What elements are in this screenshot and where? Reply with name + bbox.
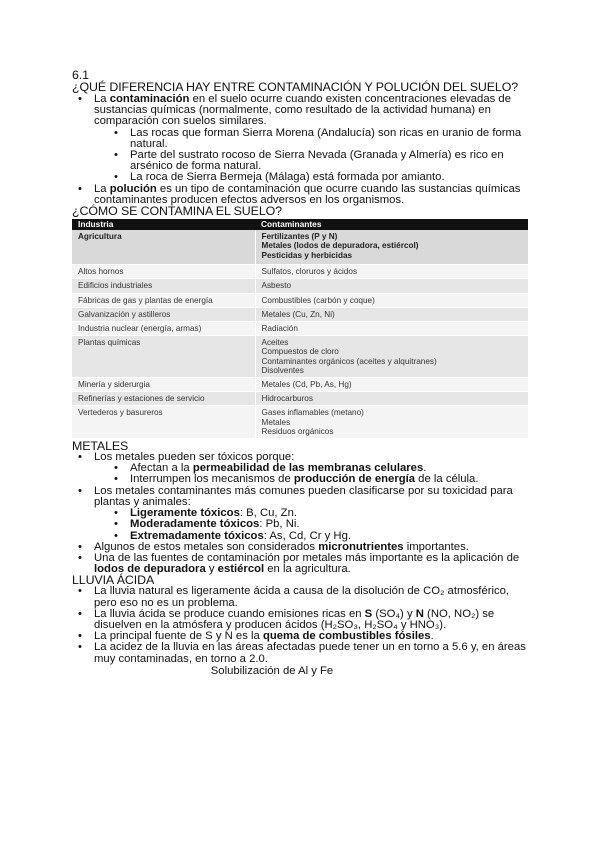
industry-cell: Agricultura <box>72 230 255 265</box>
heading-lluvia: LLUVIA ÁCIDA <box>72 573 155 588</box>
text: Algunos de estos metales son considerados <box>94 540 319 553</box>
industry-cell: Industria nuclear (energía, armas) <box>72 322 255 336</box>
pollutant: Fertilizantes (P y N) <box>261 232 338 242</box>
pollutant: Contaminantes orgánicos (aceites y alquitranes) <box>261 356 437 366</box>
section-number: 6.1 <box>72 68 89 82</box>
pollutant-cell <box>255 378 528 392</box>
pollutant-cell <box>255 392 528 406</box>
pollutant-cell <box>255 230 528 265</box>
table-header-row <box>72 219 528 230</box>
list-item <box>72 486 528 542</box>
document-page <box>72 70 528 677</box>
industry-cell: Edificios industriales <box>72 279 255 293</box>
pollutant: Compuestos de cloro <box>261 347 339 357</box>
table-row <box>72 336 528 378</box>
pollutant: Gases inflamables (metano) <box>261 408 364 418</box>
footer-subtitle: Solubilización de Al y Fe <box>210 664 334 677</box>
lluvia-list <box>72 586 528 664</box>
pollutant: Asbesto <box>261 281 292 291</box>
industry-cell: Altos hornos <box>72 265 255 279</box>
table-row <box>72 406 528 439</box>
text: en el suelo ocurre cuando existen concentraciones elevadas de sustancias químicas (normalmente, como resultado de la actividad humana) en comparación con suelos similares. <box>94 93 511 128</box>
table-row <box>72 307 528 321</box>
heading-how: ¿CÓMO SE CONTAMINA EL SUELO? <box>72 204 282 219</box>
pollutant-cell <box>255 406 528 439</box>
text: : Pb, Ni. <box>259 518 300 531</box>
bold-text: producción de energía <box>293 473 416 486</box>
metales-list <box>72 452 528 575</box>
table-row <box>72 293 528 307</box>
table-row <box>72 378 528 392</box>
text: Interrumpen los mecanismos de <box>130 473 294 486</box>
text: Una de las fuentes de contaminación por metales más importante es la aplicación de <box>94 551 520 564</box>
pollutant: Pesticidas y herbicidas <box>261 250 353 260</box>
pollutant: Aceites <box>261 338 289 348</box>
header-industria: Industria <box>72 219 255 230</box>
text: La acidez de la lluvia en las áreas afectadas puede tener un en torno a 5.6 y, en áreas muy contaminadas, en torno a 2.0. <box>94 641 526 665</box>
bold-text: Moderadamente tóxicos <box>130 518 260 531</box>
example-item: • Parte del sustrato rocoso de Sierra Nevada (Granada y Almería) es rico en arsénico de forma natural. <box>72 150 528 172</box>
text: es un tipo de contaminación que ocurre cuando las sustancias químicas contaminantes producen efectos adversos en los organismos. <box>94 182 521 206</box>
bold-text: micronutrientes <box>318 540 404 553</box>
example-item: • Las rocas que forman Sierra Morena (Andalucía) son ricas en uranio de forma natural. <box>72 128 528 150</box>
heading-metales: METALES <box>72 439 129 454</box>
pollutant-cell <box>255 322 528 336</box>
pollutant: Metales (Cu, Zn, Ni) <box>261 309 335 319</box>
table-row <box>72 392 528 406</box>
bold-text: Ligeramente tóxicos <box>130 507 240 520</box>
text: La <box>94 182 110 195</box>
table-row <box>72 279 528 293</box>
bold-text: N <box>415 607 424 620</box>
pollutant-cell <box>255 265 528 279</box>
text: La principal fuente de S y N es la <box>94 630 263 643</box>
pollutant: Sulfatos, cloruros y ácidos <box>261 267 358 277</box>
pollutant-cell <box>255 279 528 293</box>
list-item <box>72 609 528 631</box>
pollutant: Combustibles (carbón y coque) <box>261 295 375 305</box>
text: . <box>423 462 427 475</box>
pollutant: Metales (Cd, Pb, As, Hg) <box>261 380 352 390</box>
polucion-item <box>72 184 528 206</box>
text: de la célula. <box>415 473 479 486</box>
pollutant-cell <box>255 307 528 321</box>
toxicity-list <box>72 508 528 542</box>
text: La lluvia ácida se produce cuando emisiones ricas en <box>94 607 365 620</box>
pollutant-cell <box>255 336 528 378</box>
pollutant: Disolventes <box>261 365 304 375</box>
reasons-list <box>72 463 528 485</box>
text: : B, Cu, Zn. <box>239 507 298 520</box>
text: (NO, NO₂) se disuelven en la atmósfera y producen ácidos (H₂SO₃, H₂SO₄ y HNO₃). <box>94 607 495 631</box>
pollutant: Metales (lodos de depuradora, estiércol) <box>261 241 419 251</box>
pollutant: Metales <box>261 417 291 427</box>
industry-cell: Minería y siderurgia <box>72 378 255 392</box>
industry-cell: Plantas químicas <box>72 336 255 378</box>
pollutant-cell <box>255 293 528 307</box>
text: . <box>430 630 434 643</box>
list-item <box>72 553 528 575</box>
contaminacion-item <box>72 94 528 184</box>
industry-pollutant-table <box>72 219 528 439</box>
industry-cell: Refinerías y estaciones de servicio <box>72 392 255 406</box>
table-row <box>72 322 528 336</box>
term-contaminacion: contaminación <box>109 93 190 105</box>
bold-text: quema de combustibles fósiles <box>262 630 431 643</box>
text: Afectan a la <box>130 462 193 475</box>
pollutant: Radiación <box>261 324 298 334</box>
text: Los metales pueden ser tóxicos porque: <box>94 451 295 464</box>
list-item <box>72 452 528 486</box>
list-item <box>72 586 528 608</box>
text: La lluvia natural es ligeramente ácida a causa de la disolución de CO₂ atmosférico, pero eso no es un problema. <box>94 585 510 609</box>
definitions-list <box>72 94 528 206</box>
example-item: • La roca de Sierra Bermeja (Málaga) está formada por amianto. <box>72 172 528 183</box>
pollutant: Residuos orgánicos <box>261 426 334 436</box>
text: en la agricultura. <box>264 563 351 576</box>
table-row <box>72 230 528 265</box>
industry-cell: Vertederos y basureros <box>72 406 255 439</box>
text: : As, Cd, Cr y Hg. <box>263 529 351 542</box>
bold-text: permeabilidad de las membranas celulares <box>192 462 424 475</box>
industry-cell: Galvanización y astilleros <box>72 307 255 321</box>
term-polucion: polución <box>109 182 157 195</box>
table-row <box>72 265 528 279</box>
text: (SO₄) y <box>372 607 416 620</box>
industry-cell: Fábricas de gas y plantas de energía <box>72 293 255 307</box>
text: Los metales contaminantes más comunes pueden clasificarse por su toxicidad para plantas y animales: <box>94 484 513 508</box>
header-contaminantes: Contaminantes <box>255 219 528 230</box>
list-item <box>72 642 528 664</box>
heading-difference: ¿QUÉ DIFERENCIA HAY ENTRE CONTAMINACIÓN Y POLUCIÓN DEL SUELO? <box>72 80 519 94</box>
bold-text: S <box>364 607 373 620</box>
text: La <box>94 93 110 105</box>
bold-text: Extremadamente tóxicos <box>130 529 264 542</box>
bold-text: lodos de depuradora <box>94 563 206 576</box>
text: importantes. <box>403 540 469 553</box>
text: y <box>205 563 218 576</box>
examples-list <box>72 128 528 184</box>
pollutant: Hidrocarburos <box>261 394 313 404</box>
bold-text: estiércol <box>217 563 265 576</box>
